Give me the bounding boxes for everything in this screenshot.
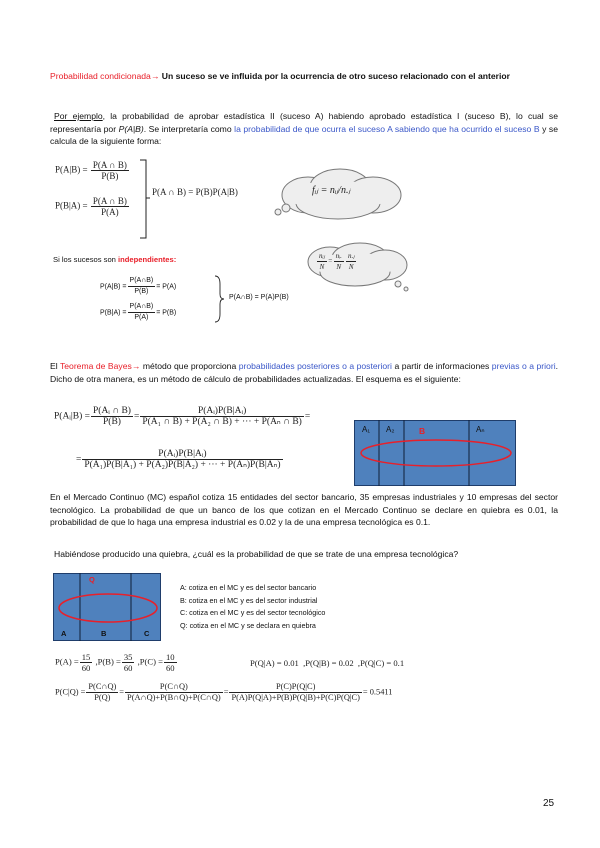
cloud-1-formula: fᵢⱼ = nᵢⱼ/n.ⱼ xyxy=(312,185,351,196)
partition-label-a2: A₂ xyxy=(386,425,395,434)
bayes-formula-line-1: P(Aᵢ|B) = $\frac{\text{P(Aᵢ ∩ B)}}{P(B)}$ = $\frac{\text{P(Aᵢ)P(B|Aᵢ)}}{\text{P(A₁ ∩ B) + P(A₂ ∩ B) + ··· + P(Aₙ ∩ B)}}$ = xyxy=(54,406,311,427)
bayes-paragraph: El Teorema de Bayes→ método que proporciona probabilidades posteriores o a posteriori a partir de informaciones previas o a priori. Dicho de otra manera, es un método de cálculo de probabilidades actualizadas. El esquema es el siguiente: xyxy=(50,361,558,384)
conditional-probability-definition: Probabilidad condicionada→ Un suceso se ve influida por la ocurrencia de otro suceso relacionado con el anterior xyxy=(50,71,510,81)
diagram-label-q: Q xyxy=(89,575,95,584)
conditional-probability-title: Probabilidad condicionada→ xyxy=(50,71,160,81)
bayes-title: Teorema de Bayes→ xyxy=(59,361,141,371)
cloud-2-formula: nᵢⱼ N = $\frac{\text{nᵢ.}}{N}$ $\frac{\text{n.ⱼ}}{N}$ xyxy=(319,252,355,271)
bayes-partition-diagram xyxy=(354,420,516,486)
example-interpretation: la probabilidad de que ocurra el suceso A sabiendo que ha ocurrido el suceso B xyxy=(234,123,540,134)
product-rule: P(A ∩ B) = P(B)P(A|B) xyxy=(152,187,238,197)
example-label: Por ejemplo xyxy=(54,111,103,121)
posterior-formula: P(C|Q) = $\frac{P(C\cap Q)}{P(Q)}$ = $\frac{P(C\cap Q)}{P(A\cap Q)+P(B\cap Q)+P(C\cap Q)}$ = $\frac{P(C)P(Q|C)}{P(A)P(Q|A)+P(B)P(Q|B)+P(C)P(Q|C)}$ = 0.5411 xyxy=(55,682,393,702)
legend-item-b: B: cotiza en el MC y es del sector industrial xyxy=(180,595,318,605)
legend-item-c: C: cotiza en el MC y es del sector tecnológico xyxy=(180,608,326,617)
diagram-label-b: B xyxy=(101,629,107,638)
event-label-b: B xyxy=(419,426,426,436)
pba-formula: P(B|A) = $\frac{P(A \cap B)}{P(A)}$ xyxy=(55,196,127,217)
problem-question: Habiéndose producido una quiebra, ¿cuál es la probabilidad de que se trate de una empresa tecnológica? xyxy=(54,549,459,559)
partition-label-an: Aₙ xyxy=(476,425,485,434)
independence-result: P(A∩B) = P(A)P(B) xyxy=(229,294,289,301)
diagram-label-a: A xyxy=(61,629,67,638)
problem-statement: En el Mercado Continuo (MC) español cotiza 15 entidades del sector bancario, 35 empresas industriales y 10 empresas del sector tecnológico. La probabilidad de que un banco de los que cotizan en el Mercado Continuo se declare en quiebra es 0.01, la probabilidad de que lo haga una empresa industrial es 0.02 y la de una empresa tecnológica es 0.1. xyxy=(50,492,558,528)
pab-formula: P(A|B) = $\frac{P(A \cap B)}{P(B)}$ xyxy=(55,160,127,181)
legend-item-q: Q: cotiza en el MC y se declara en quiebra xyxy=(180,620,316,630)
prior-probabilities: P(A) = $\frac{15}{60}$ ,P(B) = $\frac{35}{60}$ ,P(C) = $\frac{10}{60}$ xyxy=(55,652,175,673)
formula-bracket xyxy=(138,158,152,240)
independent-formula-1: P(A|B) = $\frac{P(A\cap B)}{P(B)}$ = P(A) xyxy=(100,277,177,295)
independence-label: Si los sucesos son independientes: xyxy=(53,255,177,264)
legend-item-a: A: cotiza en el MC y es del sector bancario xyxy=(180,583,317,592)
example-paragraph: Por ejemplo, la probabilidad de aprobar estadística II (suceso A) habiendo aprobado estadística I (suceso B), lo cual se representaría por P(A|B). Se interpretaría como la probabilidad de que ocurra el suceso A sabiendo que ha ocurrido el suceso B y se calcula de la siguiente forma: xyxy=(50,111,559,147)
diagram-legend xyxy=(180,582,325,632)
independent-formula-2: P(B|A) = $\frac{P(A\cap B)}{P(A)}$ = P(B) xyxy=(100,303,177,321)
bayes-formula-line-2: = $\frac{\text{P(Aᵢ)P(B|Aᵢ)}}{\text{P(A₁)P(B|A₁) + P(A₂)P(B|A₂) + ··· + P(Aₙ)P(B|Aₙ)}}$ xyxy=(76,449,281,470)
conditional-probabilities: P(Q|A) = 0.01 ,P(Q|B) = 0.02 ,P(Q|C) = 0.1 xyxy=(250,658,405,668)
posterior-result: = 0.5411 xyxy=(362,687,393,697)
partition-label-a1: A₁ xyxy=(362,425,371,434)
page-number: 25 xyxy=(543,798,555,809)
diagram-label-c: C xyxy=(144,629,150,638)
independence-brace xyxy=(213,274,225,324)
